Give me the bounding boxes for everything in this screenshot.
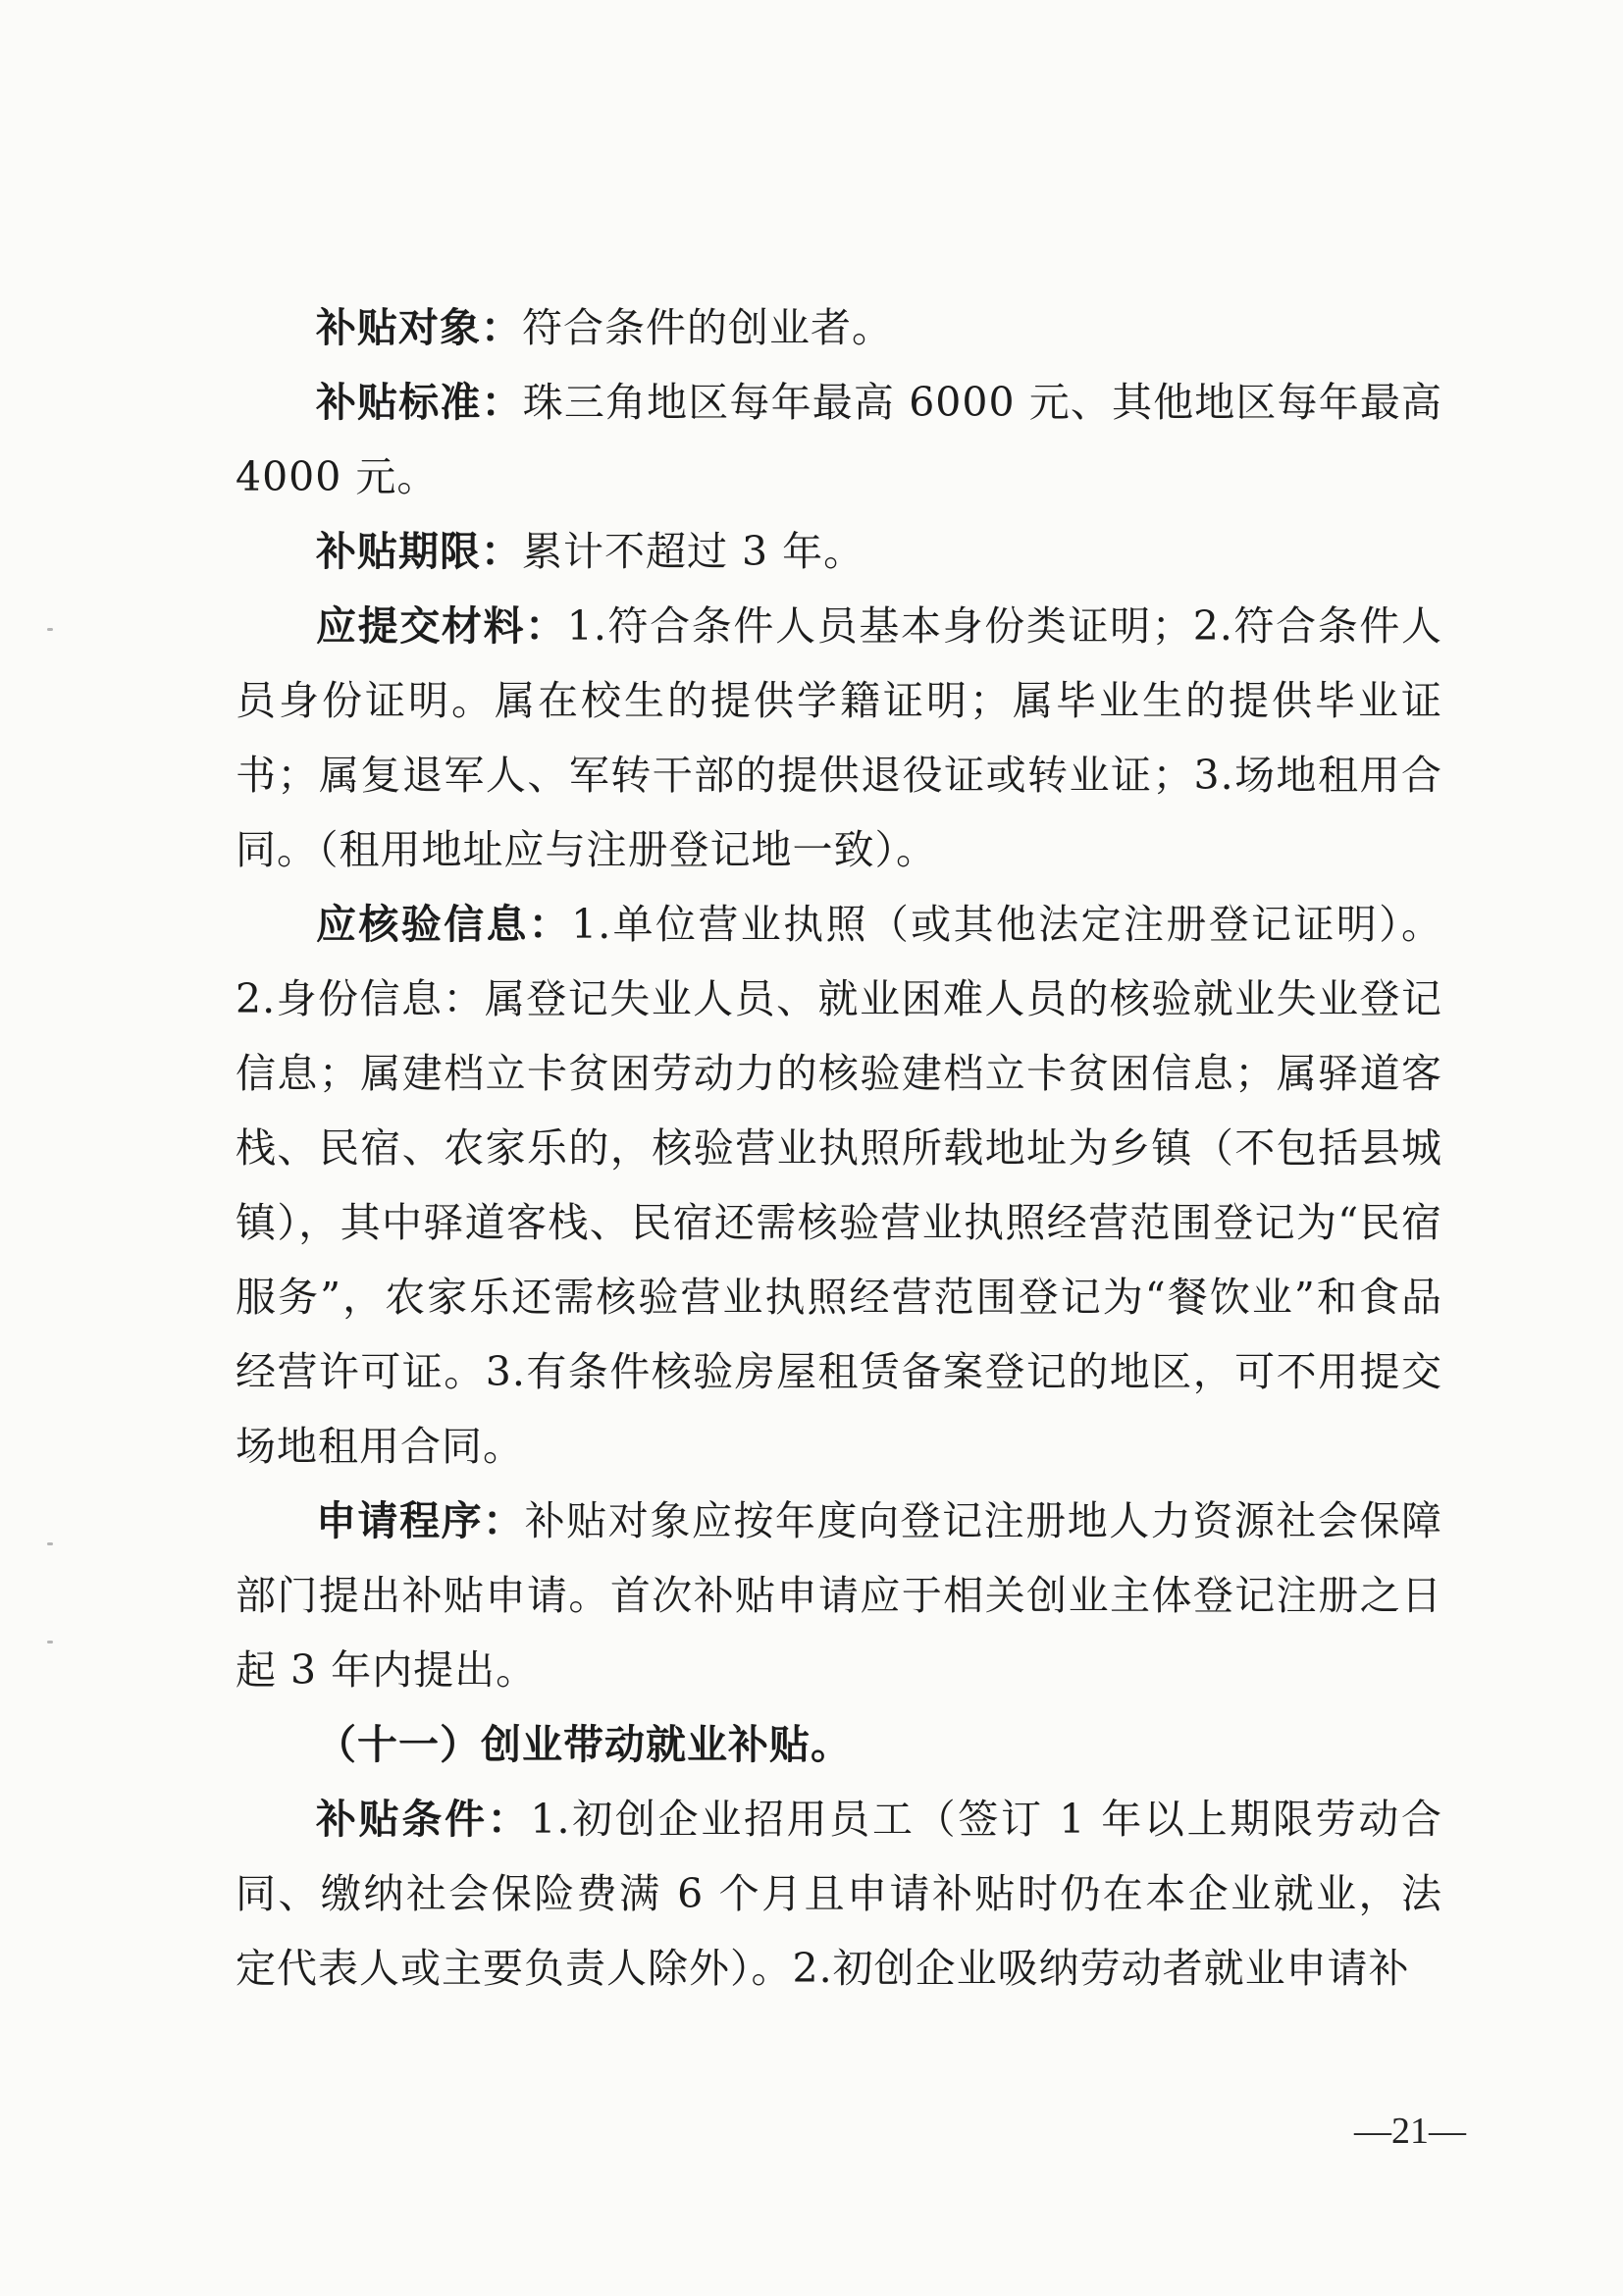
- scan-mark: [47, 1641, 53, 1644]
- paragraph-label: 应核验信息：: [316, 901, 572, 948]
- paragraph-verification-info: [236, 887, 1442, 1484]
- paragraph-text: 补贴对象应按年度向登记注册地人力资源社会保障部门提出补贴申请。首次补贴申请应于相关创业主体登记注册之日起 3 年内提出。: [236, 1497, 1443, 1694]
- paragraph-label: 申请程序：: [316, 1497, 525, 1544]
- body-text: [236, 290, 1442, 2006]
- paragraph-subsidy-period: [236, 514, 1442, 589]
- paragraph-required-materials: [236, 589, 1442, 887]
- paragraph-label: 补贴条件：: [316, 1796, 531, 1843]
- section-heading: （十一）创业带动就业补贴。: [316, 1721, 852, 1768]
- paragraph-text: 1.符合条件人员基本身份类证明；2.符合条件人员身份证明。属在校生的提供学籍证明；属毕业生的提供毕业证书；属复退军人、军转干部的提供退役证或转业证；3.场地租用合同。（租用地址应与注册登记地一致）。: [236, 602, 1443, 873]
- page-number: —21—: [1354, 2111, 1466, 2152]
- paragraph-text: 珠三角地区每年最高 6000 元、其他地区每年最高 4000 元。: [236, 379, 1442, 500]
- paragraph-subsidy-standard: [236, 365, 1442, 514]
- paragraph-application-procedure: [236, 1484, 1442, 1707]
- paragraph-text: 符合条件的创业者。: [522, 304, 893, 351]
- paragraph-text: 累计不超过 3 年。: [522, 528, 865, 575]
- paragraph-subsidy-target: [236, 290, 1442, 365]
- paragraph-label: 补贴对象：: [316, 304, 522, 351]
- paragraph-subsidy-conditions: [236, 1782, 1442, 2006]
- scan-mark: [47, 1542, 53, 1545]
- paragraph-text: 1.单位营业执照（或其他法定注册登记证明）。2.身份信息：属登记失业人员、就业困难人员的核验就业失业登记信息；属建档立卡贫困劳动力的核验建档立卡贫困信息；属驿道客栈、民宿、农家乐的，核验营业执照所载地址为乡镇（不包括县城镇），其中驿道客栈、民宿还需核验营业执照经营范围登记为“民宿服务”，农家乐还需核验营业执照经营范围登记为“餐饮业”和食品经营许可证。3.有条件核验房屋租赁备案登记的地区，可不用提交场地租用合同。: [236, 901, 1442, 1470]
- paragraph-text: 1.初创企业招用员工（签订 1 年以上期限劳动合同、缴纳社会保险费满 6 个月且申请补贴时仍在本企业就业，法定代表人或主要负责人除外）。2.初创企业吸纳劳动者就业申请补: [236, 1796, 1443, 1992]
- scan-mark: [47, 628, 53, 631]
- paragraph-label: 补贴标准：: [316, 379, 523, 426]
- paragraph-label: 应提交材料：: [316, 602, 567, 650]
- paragraph-label: 补贴期限：: [316, 528, 522, 575]
